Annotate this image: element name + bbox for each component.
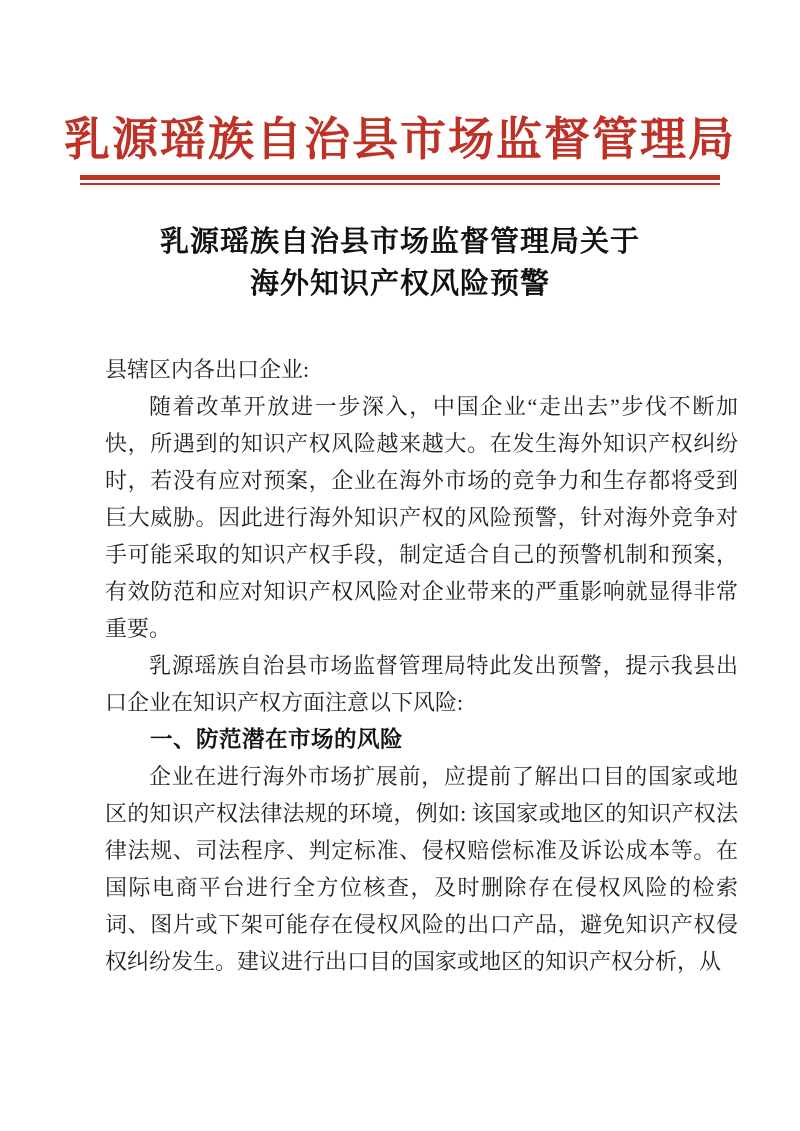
salutation-line: 县辖区内各出口企业: xyxy=(105,357,310,382)
letterhead-rule-thin xyxy=(80,183,720,185)
letterhead-rule-thick xyxy=(80,175,720,180)
letterhead xyxy=(0,112,800,185)
letterhead-org-name: 乳源瑶族自治县市场监督管理局 xyxy=(64,114,736,165)
document-title xyxy=(0,221,800,305)
notice-paragraph: 乳源瑶族自治县市场监督管理局特此发出预警，提示我县出口企业在知识产权方面注意以下风险: xyxy=(105,653,738,715)
section-1-heading: 一、防范潜在市场的风险 xyxy=(150,727,404,752)
letterhead-double-rule xyxy=(80,175,720,185)
document-title-line-2: 海外知识产权风险预警 xyxy=(249,268,550,300)
document-body xyxy=(105,351,738,980)
section-1-paragraph: 企业在进行海外市场扩展前，应提前了解出口目的国家或地区的知识产权法律法规的环境，例如: 该国家或地区的知识产权法律法规、司法程序、判定标准、侵权赔偿标准及诉讼成本等。在国际电商平台进行全方位核查，及时删除存在侵权风险的检索词、图片或下架可能存在侵权风险的出口产品，避免知识产权侵权纠纷发生。建议进行出口目的国家或地区的知识产权分析，从 xyxy=(105,764,738,974)
intro-paragraph: 随着改革开放进一步深入，中国企业“走出去”步伐不断加快，所遇到的知识产权风险越来越大。在发生海外知识产权纠纷时，若没有应对预案，企业在海外市场的竞争力和生存都将受到巨大威胁。因此进行海外知识产权的风险预警，针对海外竞争对手可能采取的知识产权手段，制定适合自己的预警机制和预案，有效防范和应对知识产权风险对企业带来的严重影响就显得非常重要。 xyxy=(105,394,738,641)
document-title-line-1: 乳源瑶族自治县市场监督管理局关于 xyxy=(159,226,640,258)
